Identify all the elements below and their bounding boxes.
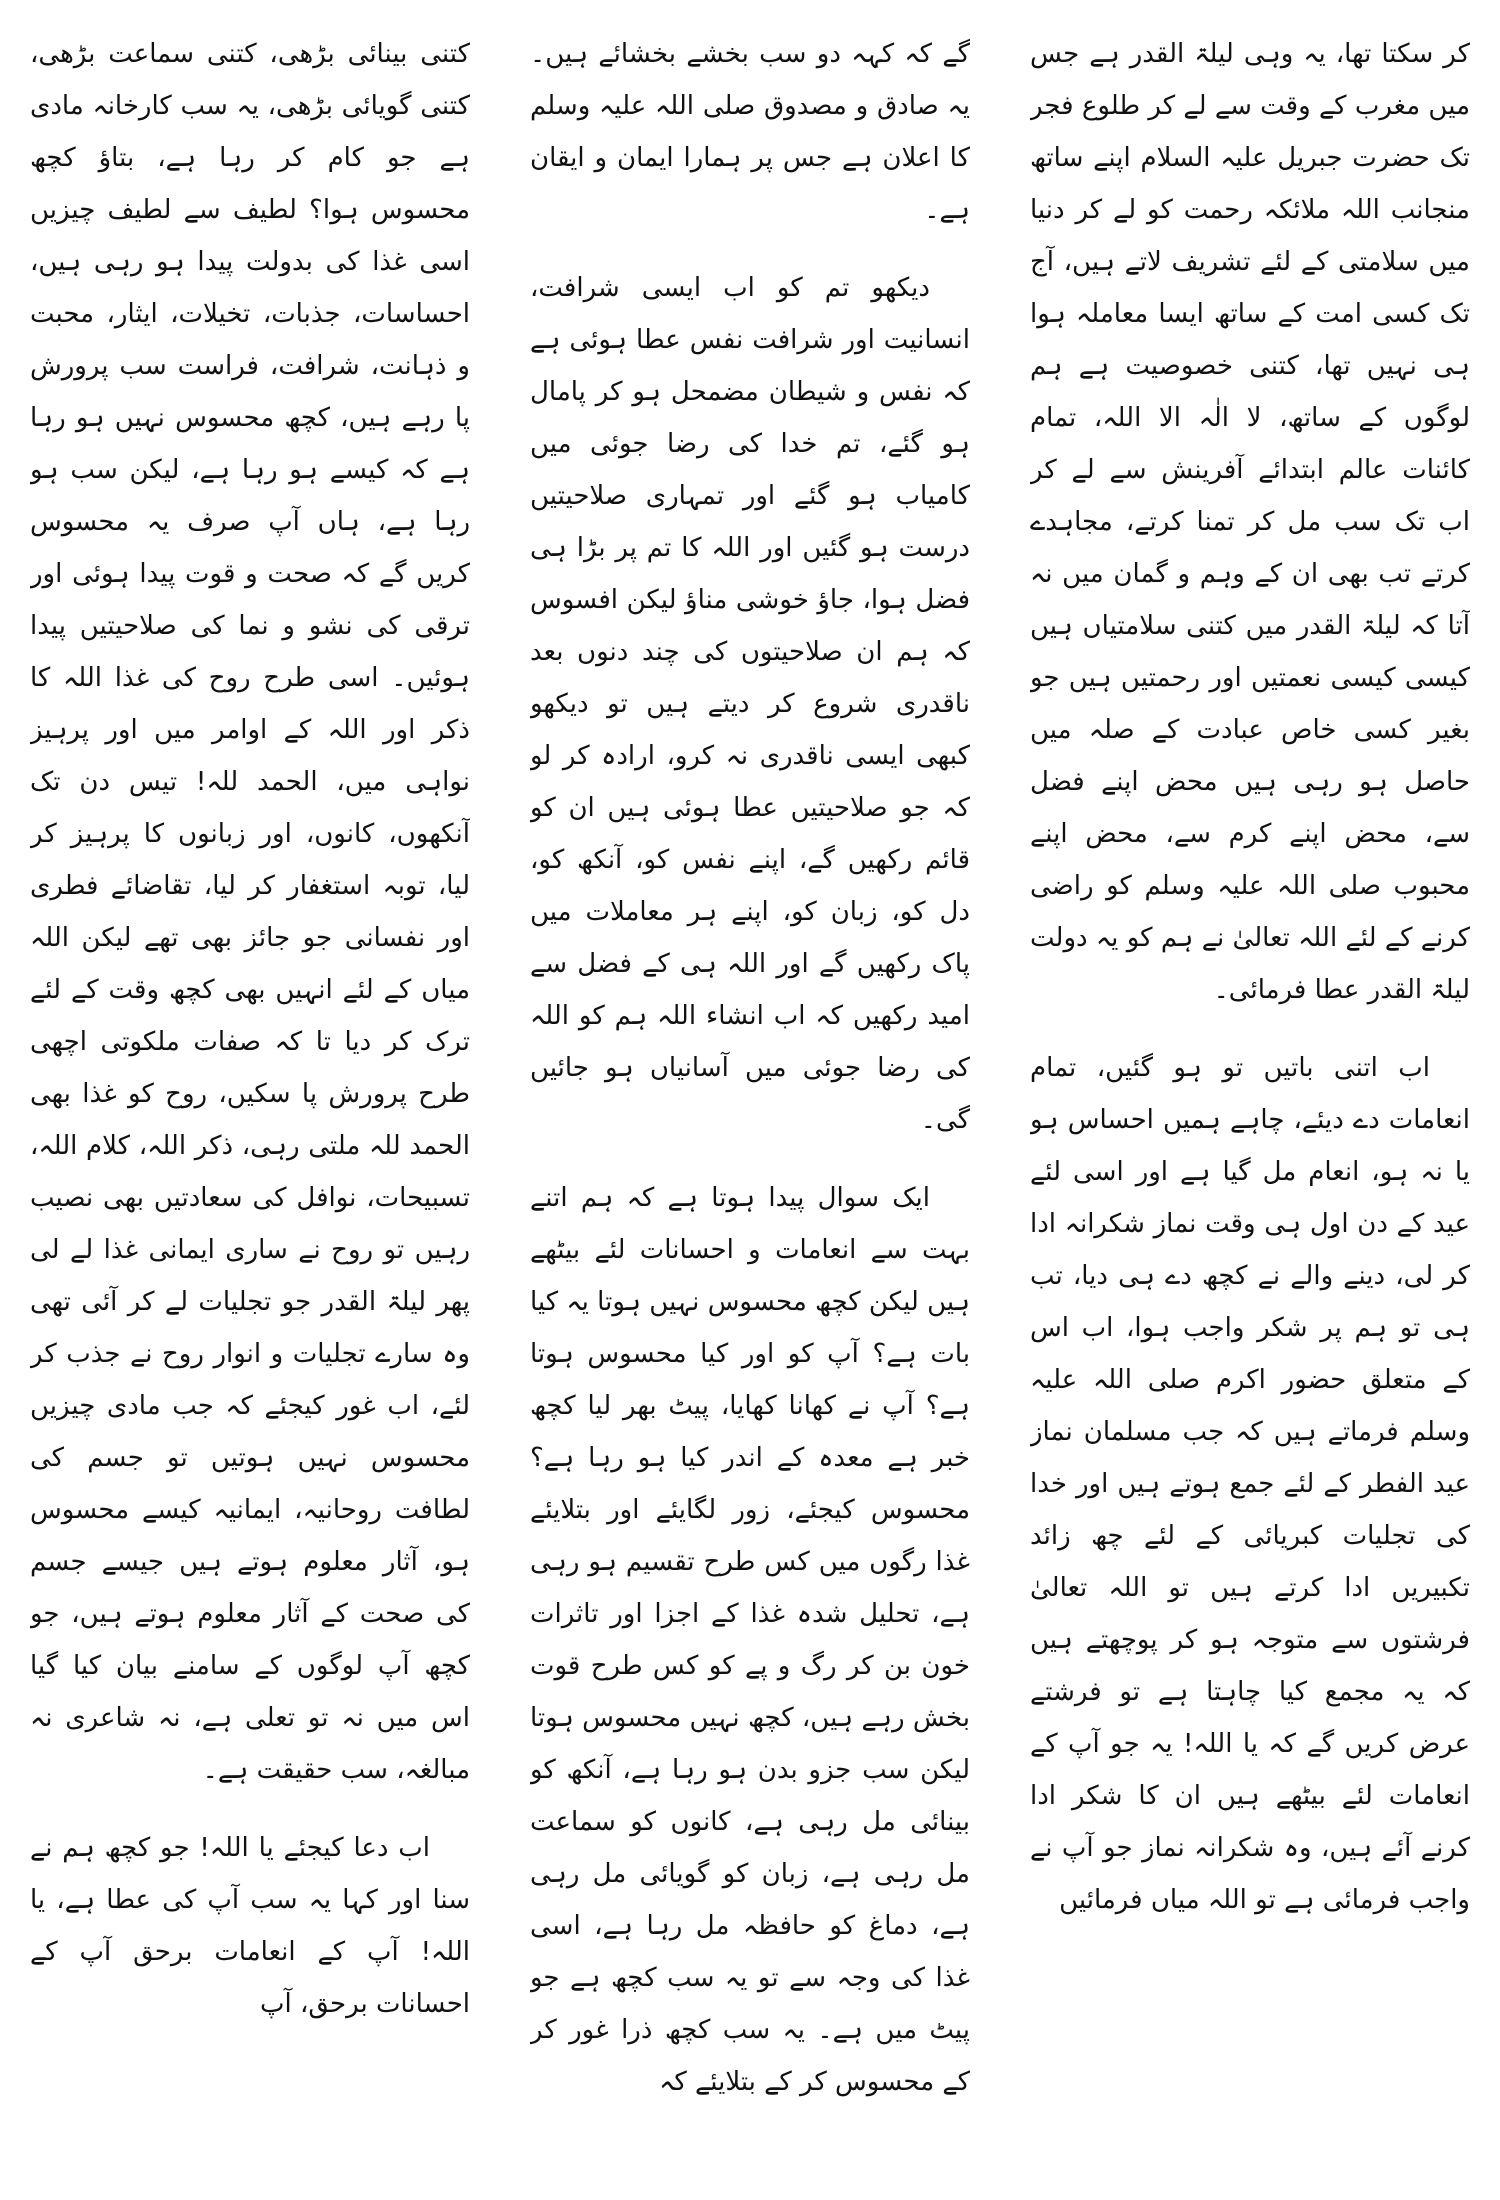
column-middle-paragraph-2: دیکھو تم کو اب ایسی شرافت، انسانیت اور شرافت نفس عطا ہوئی ہے کہ نفس و شیطان مضمحل ہو کر پامال ہو گئے، تم خدا کی رضا جوئی میں کامیاب ہو گئے اور تمہاری صلاحیتیں درست ہو گئیں اور اللہ کا تم پر بڑا ہی فضل ہوا، جاؤ خوشی مناؤ لیکن افسوس کہ ہم ان صلاحیتوں کی چند دنوں بعد ناقدری شروع کر دیتے ہیں تو دیکھو کبھی ایسی ناقدری نہ کرو، ارادہ کر لو کہ جو صلاحیتیں عطا ہوئی ہیں ان کو قائم رکھیں گے، اپنے نفس کو، آنکھ کو، دل کو، زبان کو، اپنے ہر معاملات میں پاک رکھیں گے اور اللہ ہی کے فضل سے امید رکھیں کہ اب انشاء اللہ ہم کو اللہ کی رضا جوئی میں آسانیاں ہو جائیں گی۔ [530, 273, 970, 1135]
column-middle-paragraph-3: ایک سوال پیدا ہوتا ہے کہ ہم اتنے بہت سے انعامات و احسانات لئے بیٹھے ہیں لیکن کچھ محسوس نہیں ہوتا یہ کیا بات ہے؟ آپ کو اور کیا محسوس ہوتا ہے؟ آپ نے کھانا کھایا، پیٹ بھر لیا کچھ خبر ہے معدہ کے اندر کیا ہو رہا ہے؟ محسوس کیجئے، زور لگایئے اور بتلایئے غذا رگوں میں کس طرح تقسیم ہو رہی ہے، تحلیل شدہ غذا کے اجزا اور تاثرات خون بن کر رگ و پے کو کس طرح قوت بخش رہے ہیں، کچھ نہیں محسوس ہوتا لیکن سب جزو بدن ہو رہا ہے، آنکھ کو بینائی مل رہی ہے، کانوں کو سماعت مل رہی ہے، زبان کو گویائی مل رہی ہے، دماغ کو حافظہ مل رہا ہے، اسی غذا کی وجہ سے تو یہ سب کچھ ہے جو پیٹ میں ہے۔ یہ سب کچھ ذرا غور کر کے محسوس کر کے بتلایئے کہ [530, 1183, 970, 2097]
column-left-paragraph-2: اب دعا کیجئے یا اللہ! جو کچھ ہم نے سنا اور کہا یہ سب آپ کی عطا ہے، یا اللہ! آپ کے انعامات برحق آپ کے احسانات برحق، آپ [30, 1833, 470, 2019]
column-middle-paragraph-1: گے کہ کہہ دو سب بخشے بخشائے ہیں۔ یہ صادق و مصدوق صلی اللہ علیہ وسلم کا اعلان ہے جس پر ہمارا ایمان و ایقان ہے۔ [530, 39, 970, 225]
column-right-paragraph-1: کر سکتا تھا، یہ وہی لیلۃ القدر ہے جس میں مغرب کے وقت سے لے کر طلوع فجر تک حضرت جبریل علیہ السلام اپنے ساتھ منجانب اللہ ملائکہ رحمت کو لے کر دنیا میں سلامتی کے لئے تشریف لاتے ہیں، آج تک کسی امت کے ساتھ ایسا معاملہ ہوا ہی نہیں تھا، کتنی خصوصیت ہے ہم لوگوں کے ساتھ، لا الٰہ الا اللہ، تمام کائنات عالم ابتدائے آفرینش سے لے کر اب تک سب مل کر تمنا کرتے، مجاہدے کرتے تب بھی ان کے وہم و گمان میں نہ آتا کہ لیلۃ القدر میں کتنی سلامتیاں ہیں کیسی کیسی نعمتیں اور رحمتیں ہیں جو بغیر کسی خاص عبادت کے صلہ میں حاصل ہو رہی ہیں محض اپنے فضل سے، محض اپنے کرم سے، محض اپنے محبوب صلی اللہ علیہ وسلم کو راضی کرنے کے لئے اللہ تعالیٰ نے ہم کو یہ دولت لیلۃ القدر عطا فرمائی۔ [1030, 39, 1470, 1005]
column-left-paragraph-1: کتنی بینائی بڑھی، کتنی سماعت بڑھی، کتنی گویائی بڑھی، یہ سب کارخانہ مادی ہے جو کام کر رہا ہے، بتاؤ کچھ محسوس ہوا؟ لطیف سے لطیف چیزیں اسی غذا کی بدولت پیدا ہو رہی ہیں، احساسات، جذبات، تخیلات، ایثار، محبت و ذہانت، شرافت، فراست سب پرورش پا رہے ہیں، کچھ محسوس نہیں ہو رہا ہے کہ کیسے ہو رہا ہے، لیکن سب ہو رہا ہے، ہاں آپ صرف یہ محسوس کریں گے کہ صحت و قوت پیدا ہوئی اور ترقی کی نشو و نما کی صلاحیتیں پیدا ہوئیں۔ اسی طرح روح کی غذا اللہ کا ذکر اور اللہ کے اوامر میں اور پرہیز نواہی میں، الحمد للہ! تیس دن تک آنکھوں، کانوں، اور زبانوں کا پرہیز کر لیا، توبہ استغفار کر لیا، تقاضائے فطری اور نفسانی جو جائز بھی تھے لیکن اللہ میاں کے لئے انہیں بھی کچھ وقت کے لئے ترک کر دیا تا کہ صفات ملکوتی اچھی طرح پرورش پا سکیں، روح کو غذا بھی الحمد للہ ملتی رہی، ذکر اللہ، کلام اللہ، تسبیحات، نوافل کی سعادتیں بھی نصیب رہیں تو روح نے ساری ایمانی غذا لے لی پھر لیلۃ القدر جو تجلیات لے کر آئی تھی وہ سارے تجلیات و انوار روح نے جذب کر لئے، اب غور کیجئے کہ جب مادی چیزیں محسوس نہیں ہوتیں تو جسم کی لطافت روحانیہ، ایمانیہ کیسے محسوس ہو، آثار معلوم ہوتے ہیں جیسے جسم کی صحت کے آثار معلوم ہوتے ہیں، جو کچھ آپ لوگوں کے سامنے بیان کیا گیا اس میں نہ تو تعلی ہے، نہ شاعری نہ مبالغہ، سب حقیقت ہے۔ [30, 39, 470, 1785]
article-column-right [1030, 28, 1470, 2188]
article-column-middle [530, 28, 970, 2188]
article-column-left [30, 28, 470, 2188]
column-right-paragraph-2: اب اتنی باتیں تو ہو گئیں، تمام انعامات دے دیئے، چاہے ہمیں احساس ہو یا نہ ہو، انعام مل گیا ہے اور اسی لئے عید کے دن اول ہی وقت نماز شکرانہ ادا کر لی، دینے والے نے کچھ دے ہی دیا، تب ہی تو ہم پر شکر واجب ہوا، اب اس کے متعلق حضور اکرم صلی اللہ علیہ وسلم فرماتے ہیں کہ جب مسلمان نماز عید الفطر کے لئے جمع ہوتے ہیں اور خدا کی تجلیات کبریائی کے لئے چھ زائد تکبیریں ادا کرتے ہیں تو اللہ تعالیٰ فرشتوں سے متوجہ ہو کر پوچھتے ہیں کہ یہ مجمع کیا چاہتا ہے تو فرشتے عرض کریں گے کہ یا اللہ! یہ جو آپ کے انعامات لئے بیٹھے ہیں ان کا شکر ادا کرنے آئے ہیں، وہ شکرانہ نماز جو آپ نے واجب فرمائی ہے تو اللہ میاں فرمائیں [1030, 1053, 1470, 1915]
